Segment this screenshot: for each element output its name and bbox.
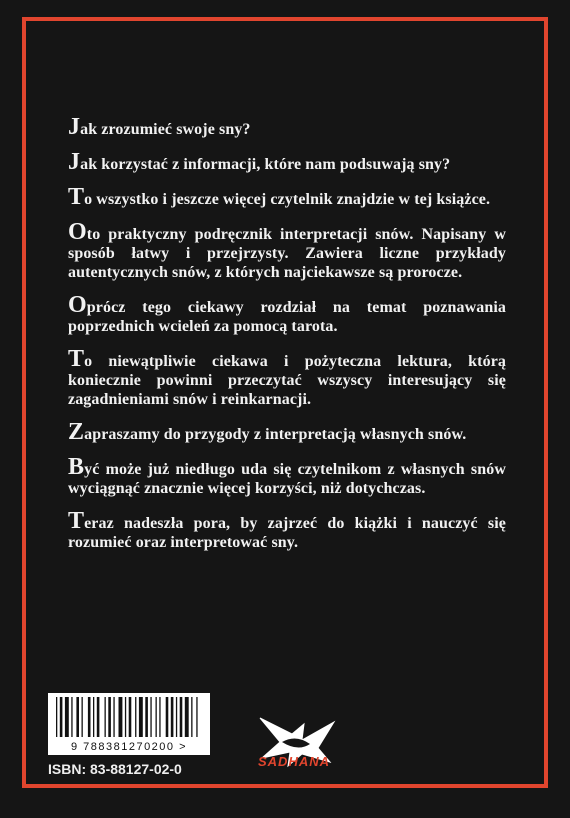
blurb-paragraph — [68, 292, 506, 336]
paragraph-initial: T — [68, 184, 85, 210]
blurb-paragraph — [68, 508, 506, 552]
barcode-digits: 9 788381270200 > — [48, 741, 210, 753]
barcode — [48, 693, 210, 755]
blurb-paragraph — [68, 454, 506, 498]
paragraph-initial: T — [68, 346, 85, 372]
paragraph-initial: J — [68, 149, 81, 175]
paragraph-initial: T — [68, 508, 85, 534]
paragraph-text: o niewątpliwie ciekawa i pożyteczna lektura, którą koniecznie powinni przeczytać wszyscy interesujący się zagadnieniami snów i reinkarnacji. — [68, 353, 506, 408]
blurb-paragraph — [68, 149, 506, 175]
blurb-paragraph — [68, 184, 506, 210]
paragraph-text: apraszamy do przygody z interpretacją własnych snów. — [84, 426, 467, 443]
paragraph-text: ak zrozumieć swoje sny? — [80, 121, 251, 138]
blurb-paragraph — [68, 219, 506, 282]
blurb-paragraph — [68, 346, 506, 409]
blurb-paragraph — [68, 419, 506, 445]
paragraph-text: eraz nadeszła pora, by zajrzeć do kiążki i nauczyć się rozumieć oraz interpretować sny. — [68, 515, 506, 551]
blurb-paragraph — [68, 114, 506, 140]
paragraph-initial: Z — [68, 419, 85, 445]
barcode-bars — [48, 693, 210, 739]
paragraph-initial: O — [68, 219, 87, 245]
paragraph-text: prócz tego ciekawy rozdział na temat poznawania poprzednich wcieleń za pomocą tarota. — [68, 299, 506, 335]
paragraph-text: ak korzystać z informacji, które nam podsuwają sny? — [80, 156, 451, 173]
paragraph-initial: O — [68, 292, 87, 318]
paragraph-text: o wszystko i jeszcze więcej czytelnik znajdzie w tej książce. — [84, 191, 491, 208]
blurb-text — [68, 114, 506, 566]
publisher-name: SADHANA — [258, 754, 330, 769]
paragraph-initial: J — [68, 114, 81, 140]
paragraph-text: to praktyczny podręcznik interpretacji snów. Napisany w sposób łatwy i przejrzysty. Zawiera liczne przykłady autentycznych snów, z których najciekawsze są prorocze. — [68, 226, 506, 281]
paragraph-text: yć może już niedługo uda się czytelnikom z własnych snów wyciągnąć znacznie więcej korzyści, niż dotychczas. — [68, 461, 506, 497]
paragraph-initial: B — [68, 454, 85, 480]
publisher-logo-icon — [252, 712, 342, 782]
isbn-number: ISBN: 83-88127-02-0 — [48, 761, 182, 777]
